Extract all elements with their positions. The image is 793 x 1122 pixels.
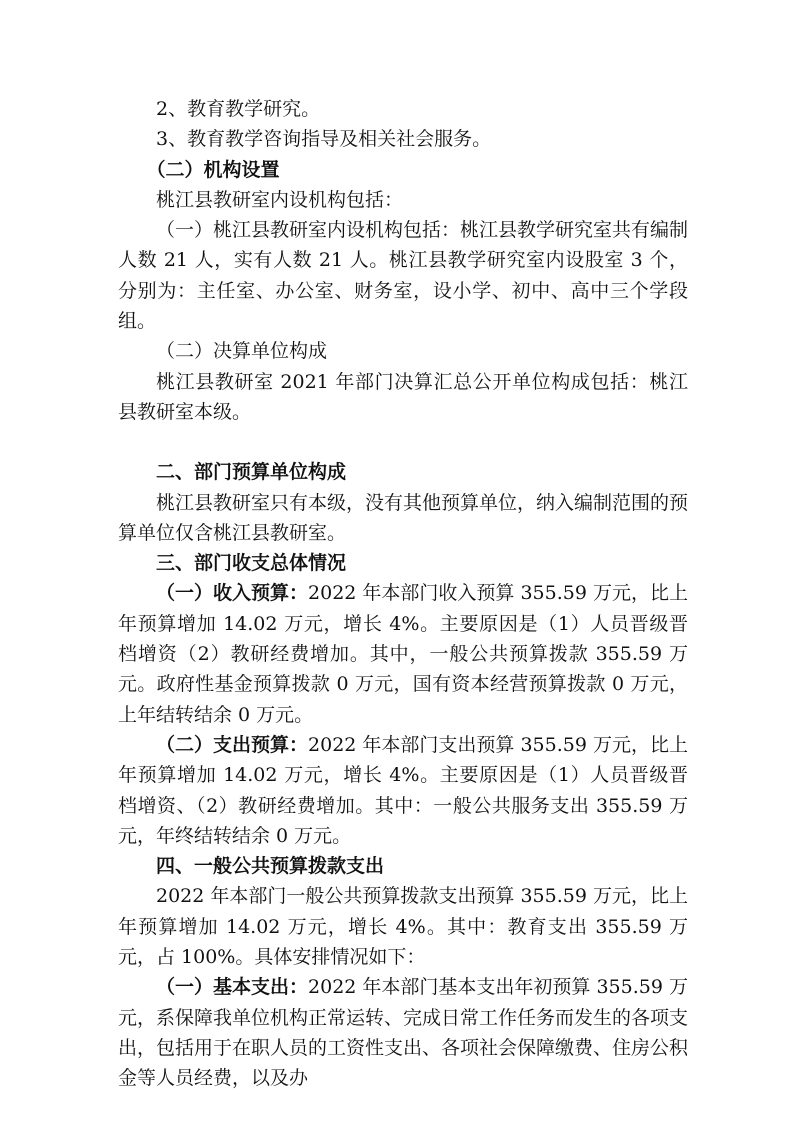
paragraph-budget-units: 桃江县教研室只有本级，没有其他预算单位，纳入编制范围的预算单位仅含桃江县教研室。 <box>118 491 689 544</box>
heading-general-public-budget: 四、一般公共预算拨款支出 <box>156 855 385 878</box>
heading-org-setup: （二）机构设置 <box>146 158 280 181</box>
revenue-budget-text: 2022 年本部门收入预算 355.59 万元，比上年预算增加 14.02 万元，增长 4%。主要原因是（1）人员晋级晋档增资（2）教研经费增加。其中，一般公共预算拨款 355.59 万元。政府性基金预算拨款 0 万元，国有资本经营预算拨款 0 万元，上年结转结余 0 万元。 <box>118 582 688 726</box>
document-body <box>118 94 688 1094</box>
expenditure-budget-lead: （二）支出预算： <box>156 733 309 756</box>
heading-final-accounts-units: （二）决算单位构成 <box>156 340 328 363</box>
basic-expenditure-lead: （一）基本支出： <box>156 976 309 999</box>
paragraph-org-intro: 桃江县教研室内设机构包括： <box>156 188 404 211</box>
paragraph-basic-expenditure <box>118 972 688 1093</box>
paragraph-final-accounts-units: 桃江县教研室 2021 年部门决算汇总公开单位构成包括：桃江县教研室本级。 <box>118 370 688 423</box>
revenue-budget-lead: （一）收入预算： <box>156 582 309 605</box>
heading-revenue-expenditure: 三、部门收支总体情况 <box>156 552 347 575</box>
expenditure-budget-text: 2022 年本部门支出预算 355.59 万元，比上年预算增加 14.02 万元，增长 4%。主要原因是（1）人员晋级晋档增资、（2）教研经费增加。其中：一般公共服务支出 355.59 万元，年终结转结余 0 万元。 <box>118 733 688 847</box>
section-spacer <box>118 427 688 457</box>
paragraph-general-public-budget: 2022 年本部门一般公共预算拨款支出预算 355.59 万元，比上年预算增加 14.02 万元，增长 4%。其中：教育支出 355.59 万元，占 100%。具体安排情况如下： <box>118 885 688 969</box>
heading-budget-units: 二、部门预算单位构成 <box>156 461 347 484</box>
paragraph-task-2: 2、教育教学研究。 <box>156 98 321 120</box>
paragraph-expenditure-budget <box>118 730 688 851</box>
paragraph-task-3: 3、教育教学咨询指导及相关社会服务。 <box>156 128 492 151</box>
basic-expenditure-text: 2022 年本部门基本支出年初预算 355.59 万元，系保障我单位机构正常运转、完成日常工作任务而发生的各项支出，包括用于在职人员的工资性支出、各项社会保障缴费、住房公积金等人员经费，以及办 <box>118 976 689 1090</box>
paragraph-revenue-budget <box>118 578 688 729</box>
paragraph-org-detail: （一）桃江县教研室内设机构包括：桃江县教学研究室共有编制人数 21 人，实有人数 21 人。桃江县教学研究室内设股室 3 个，分别为：主任室、办公室、财务室，设小学、初中、高中三个学段组。 <box>118 219 689 333</box>
